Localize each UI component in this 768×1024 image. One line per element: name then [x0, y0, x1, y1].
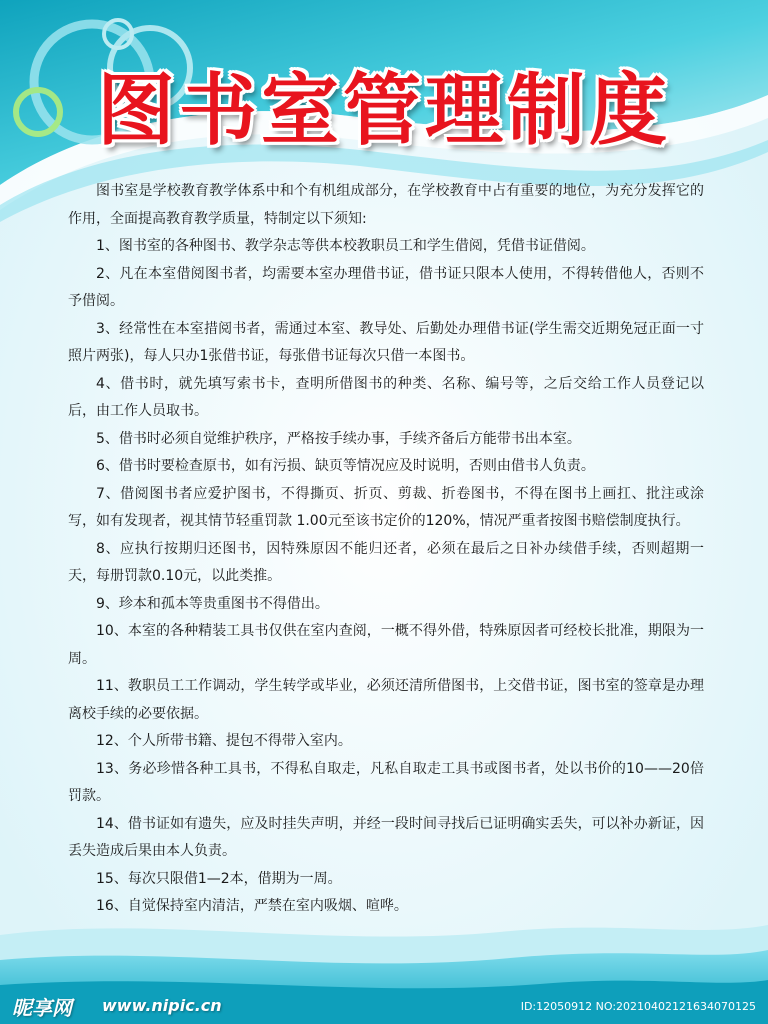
watermark-logo: 昵享网 [12, 996, 72, 1020]
rule-item: 9、珍本和孤本等贵重图书不得借出。 [96, 595, 329, 612]
regulations-body [68, 178, 704, 921]
rule-item: 5、借书时必须自觉维护秩序，严格按手续办事，手续齐备后方能带书出本室。 [96, 430, 581, 447]
rule-item: 4、借书时，就先填写索书卡，查明所借图书的种类、名称、编号等，之后交给工作人员登记以后，由工作人员取书。 [68, 375, 704, 419]
rule-item: 8、应执行按期归还图书，因特殊原因不能归还者，必须在最后之日补办续借手续，否则超期一天，每册罚款0.10元，以此类推。 [68, 540, 704, 584]
rule-item: 15、每次只限借1—2本，借期为一周。 [96, 870, 342, 887]
rule-item: 10、本室的各种精装工具书仅供在室内查阅，一概不得外借，特殊原因者可经校长批准，期限为一周。 [68, 623, 704, 667]
rule-item: 11、教职员工工作调动，学生转学或毕业，必须还清所借图书，上交借书证，图书室的签章是办理离校手续的必要依据。 [68, 678, 704, 722]
image-id-text: ID:12050912 NO:20210402121634070125 [520, 1000, 756, 1013]
rule-item: 2、凡在本室借阅图书者，均需要本室办理借书证，借书证只限本人使用，不得转借他人，否则不予借阅。 [68, 265, 704, 309]
page-title: 图书室管理制度 [96, 65, 671, 156]
rule-item: 14、借书证如有遗失，应及时挂失声明，并经一段时间寻找后已证明确实丢失，可以补办新证，因丢失造成后果由本人负责。 [68, 815, 704, 859]
rule-item: 13、务必珍惜各种工具书，不得私自取走，凡私自取走工具书或图书者，处以书价的10——20倍罚款。 [68, 760, 704, 804]
watermark-url: www.nipic.cn [102, 996, 222, 1015]
rule-item: 16、自觉保持室内清洁，严禁在室内吸烟、喧哗。 [96, 898, 408, 914]
rule-item: 3、经常性在本室措阅书者，需通过本室、教导处、后勤处办理借书证(学生需交近期免冠正面一寸照片两张)，每人只办1张借书证，每张借书证每次只借一本图书。 [68, 320, 704, 364]
rule-item: 7、借阅图书者应爱护图书，不得撕页、折页、剪裁、折卷图书，不得在图书上画扛、批注或涂写，如有发现者，视其情节轻重罚款 1.00元至该书定价的120%，情况严重者按图书赔偿制度执行。 [68, 485, 704, 529]
intro-paragraph: 图书室是学校教育教学体系中和个有机组成部分，在学校教育中占有重要的地位，为充分发挥它的作用，全面提高教育教学质量，特制定以下须知: [68, 183, 704, 227]
rule-item: 12、个人所带书籍、提包不得带入室内。 [96, 733, 352, 749]
rule-item: 6、借书时要检查原书，如有污损、缺页等情况应及时说明，否则由借书人负责。 [96, 458, 595, 474]
rule-item: 1、图书室的各种图书、教学杂志等供本校教职员工和学生借阅，凭借书证借阅。 [96, 238, 595, 254]
